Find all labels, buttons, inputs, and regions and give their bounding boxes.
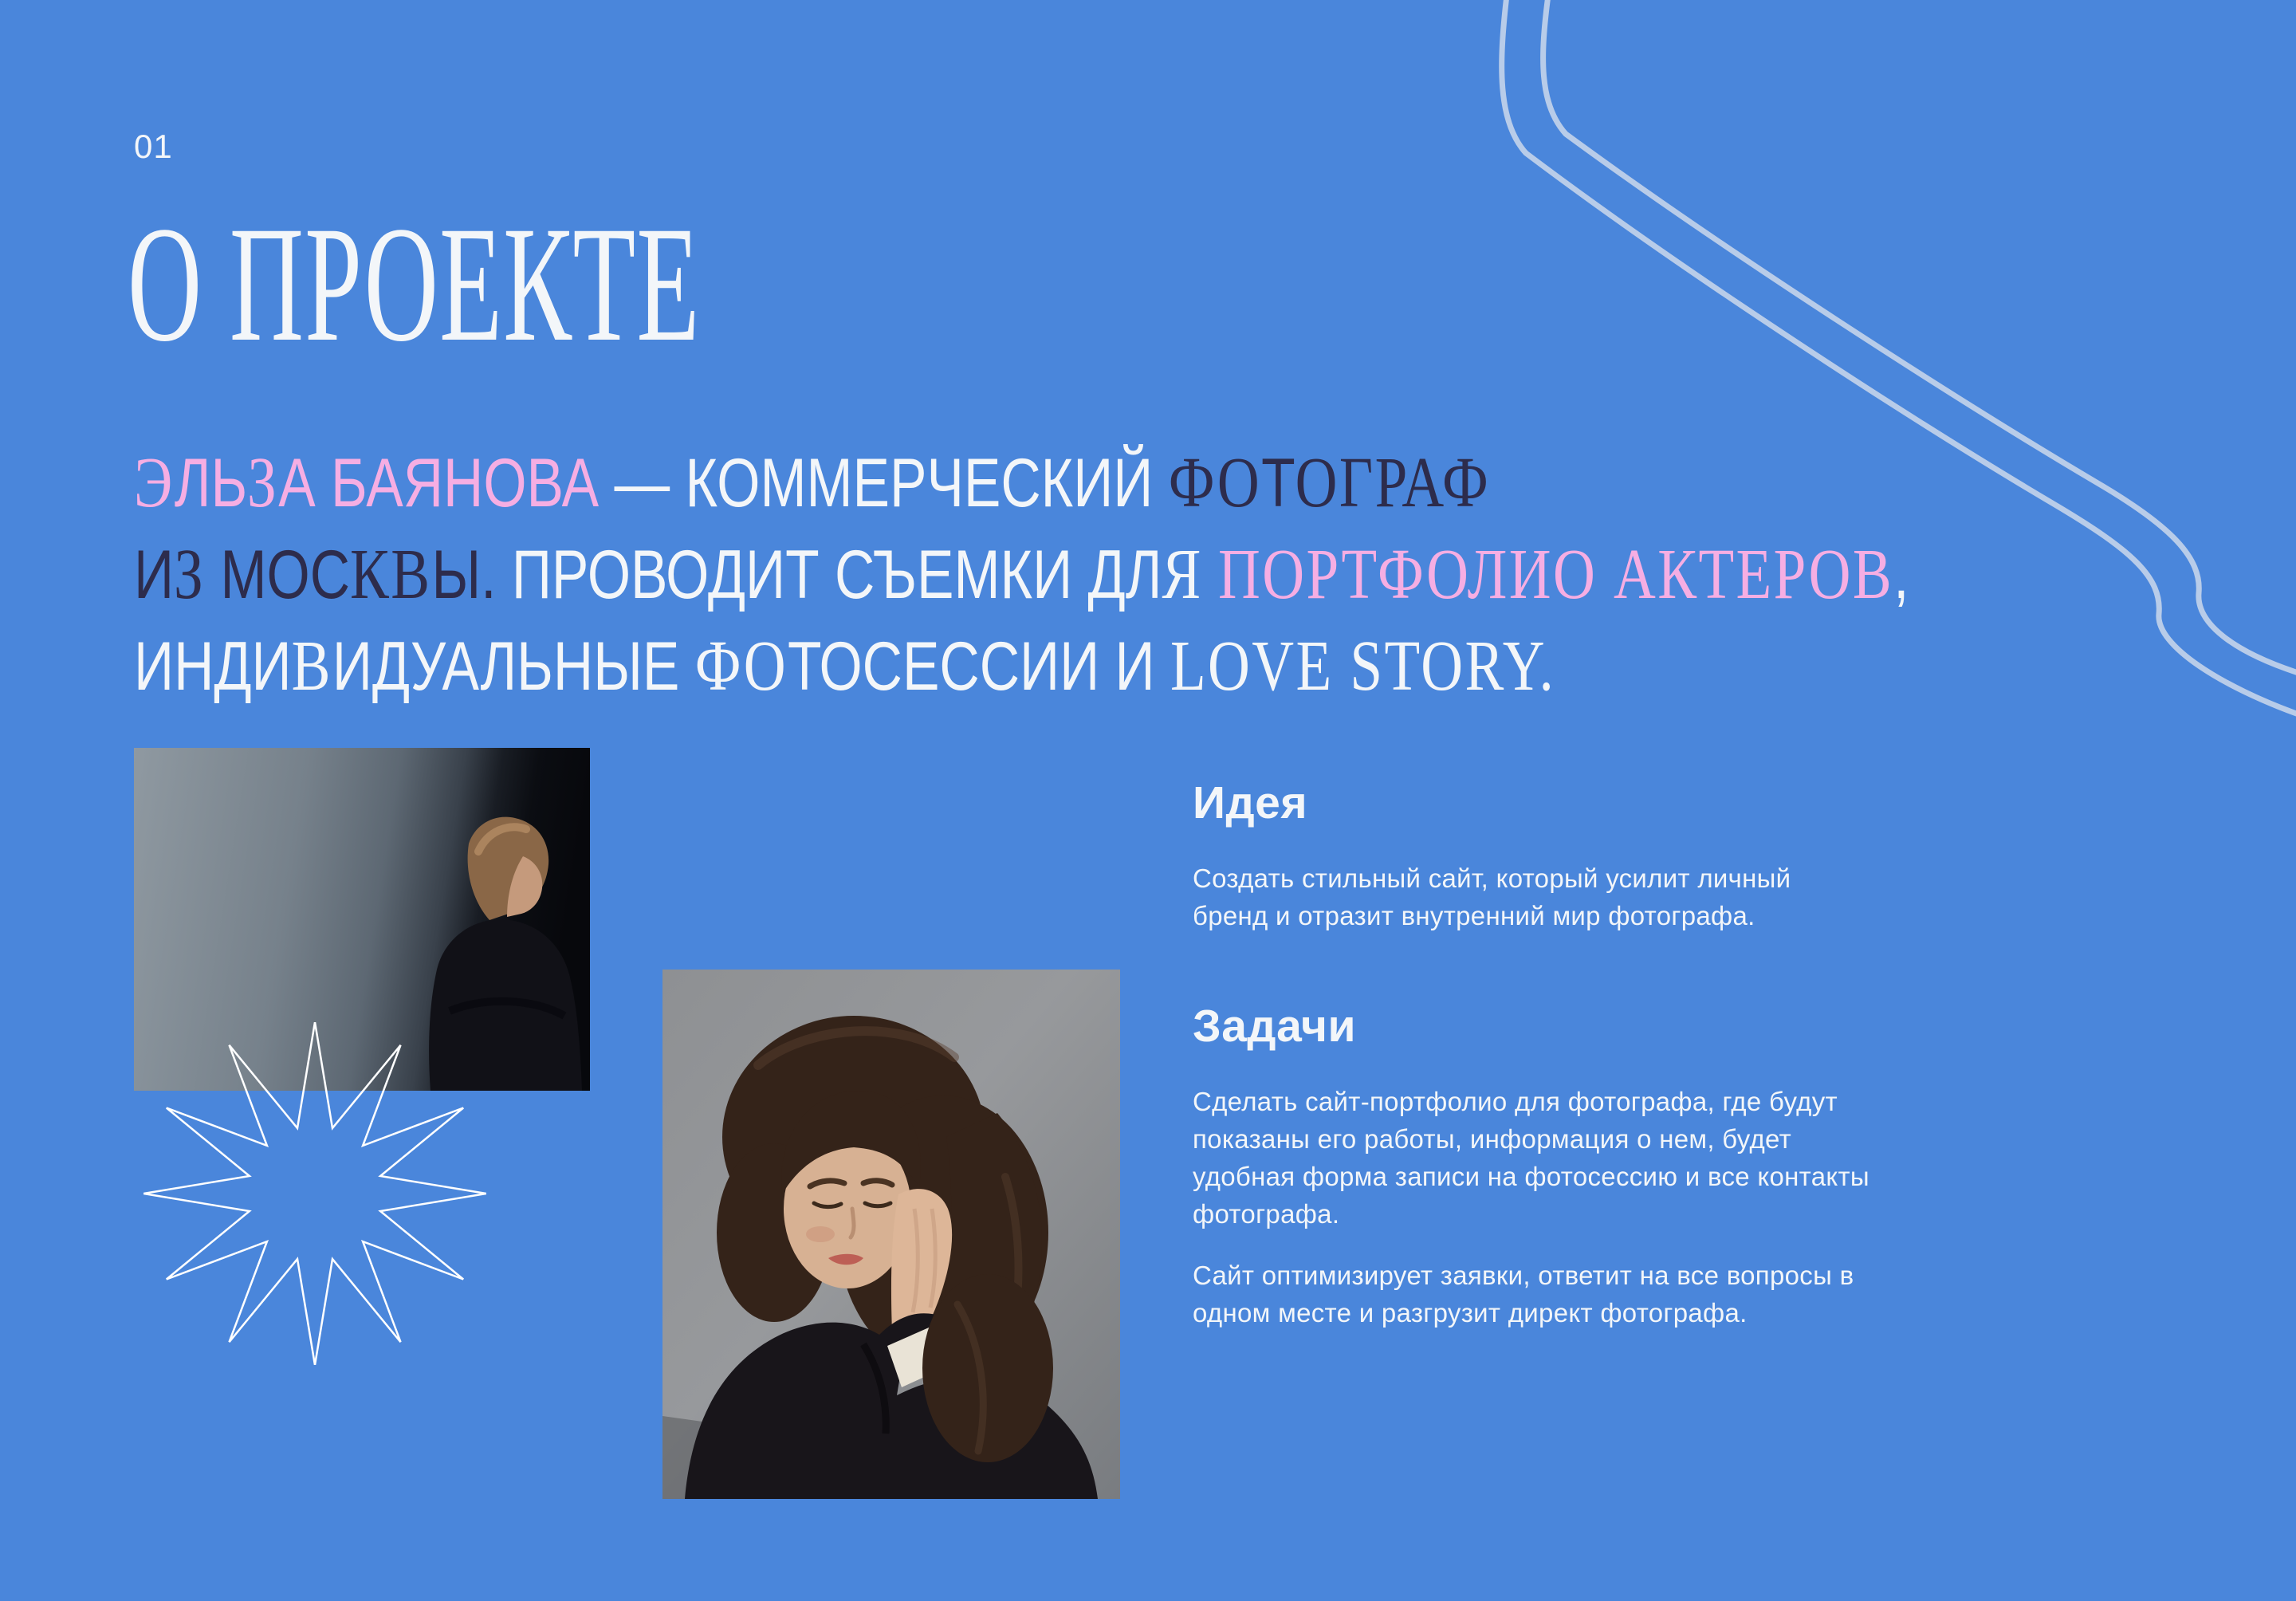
headline-segment: Т — [1261, 445, 1295, 521]
headline-segment: ТОСЕССИИ И — [788, 628, 1170, 705]
photo-portrait-curly-image — [662, 970, 1120, 1499]
headline-segment: , — [1893, 537, 1909, 613]
headline-segment: МОС — [205, 537, 351, 613]
headline-line — [134, 529, 1909, 620]
headline-segment: ПРОВОДИТ СЪЕМКИ ДЛ — [496, 537, 1162, 613]
headline-segment: Ы. — [431, 537, 497, 613]
headline-segment: Э — [134, 443, 175, 522]
headline-segment — [1203, 537, 1218, 613]
headline-segment: ЛЬ — [174, 445, 248, 521]
headline-segment: А БАЯНОВА — [278, 445, 600, 521]
headline-segment: ОГРАФ — [1295, 443, 1491, 522]
headline-segment: Я — [1162, 534, 1203, 614]
photo-portrait-curly — [662, 970, 1120, 1499]
info-column — [1193, 777, 1974, 1355]
headline-segment: ПОРТФОЛИО АКТЕРОВ — [1218, 534, 1894, 614]
headline-segment: LOVE STORY. — [1170, 626, 1556, 706]
headline-segment: З — [174, 534, 206, 614]
idea-body: Создать стильный сайт, который усилит личный бренд и отразит внутренний мир фотографа. — [1193, 863, 1791, 930]
tasks-paragraph: Сделать сайт-портфолио для фотографа, где будут показаны его работы, информация о нем, будет удобная форма записи на фотосессию и все контакты фотографа. — [1193, 1087, 1869, 1229]
photo-portrait-wall — [134, 748, 590, 1091]
idea-title: Идея — [1193, 777, 1308, 828]
page-title: О ПРОЕКТЕ — [128, 192, 701, 376]
headline-segment: З — [247, 443, 279, 522]
headline-segment: ИНДИ — [134, 628, 292, 705]
tasks-body — [1193, 1083, 1974, 1332]
headline-segment: КВ — [350, 534, 432, 614]
headline-segment: — КОММЕРЧЕСКИЙ — [599, 445, 1169, 521]
headline — [134, 437, 1909, 712]
headline-segment: ИДУАЛЬНЫЕ — [332, 628, 695, 705]
headline-segment: ФО — [694, 626, 788, 706]
headline-line — [134, 620, 1909, 712]
headline-segment: ФО — [1168, 443, 1262, 522]
headline-segment: В — [291, 626, 332, 706]
slide-number: 01 — [134, 128, 173, 165]
photo-portrait-wall-image — [134, 748, 590, 1091]
headline-segment: И — [134, 537, 175, 613]
tasks-title: Задачи — [1193, 1001, 1357, 1052]
headline-line — [134, 437, 1909, 529]
tasks-paragraph: Сайт оптимизирует заявки, ответит на все вопросы в одном месте и разгрузит директ фотографа. — [1193, 1261, 1854, 1328]
